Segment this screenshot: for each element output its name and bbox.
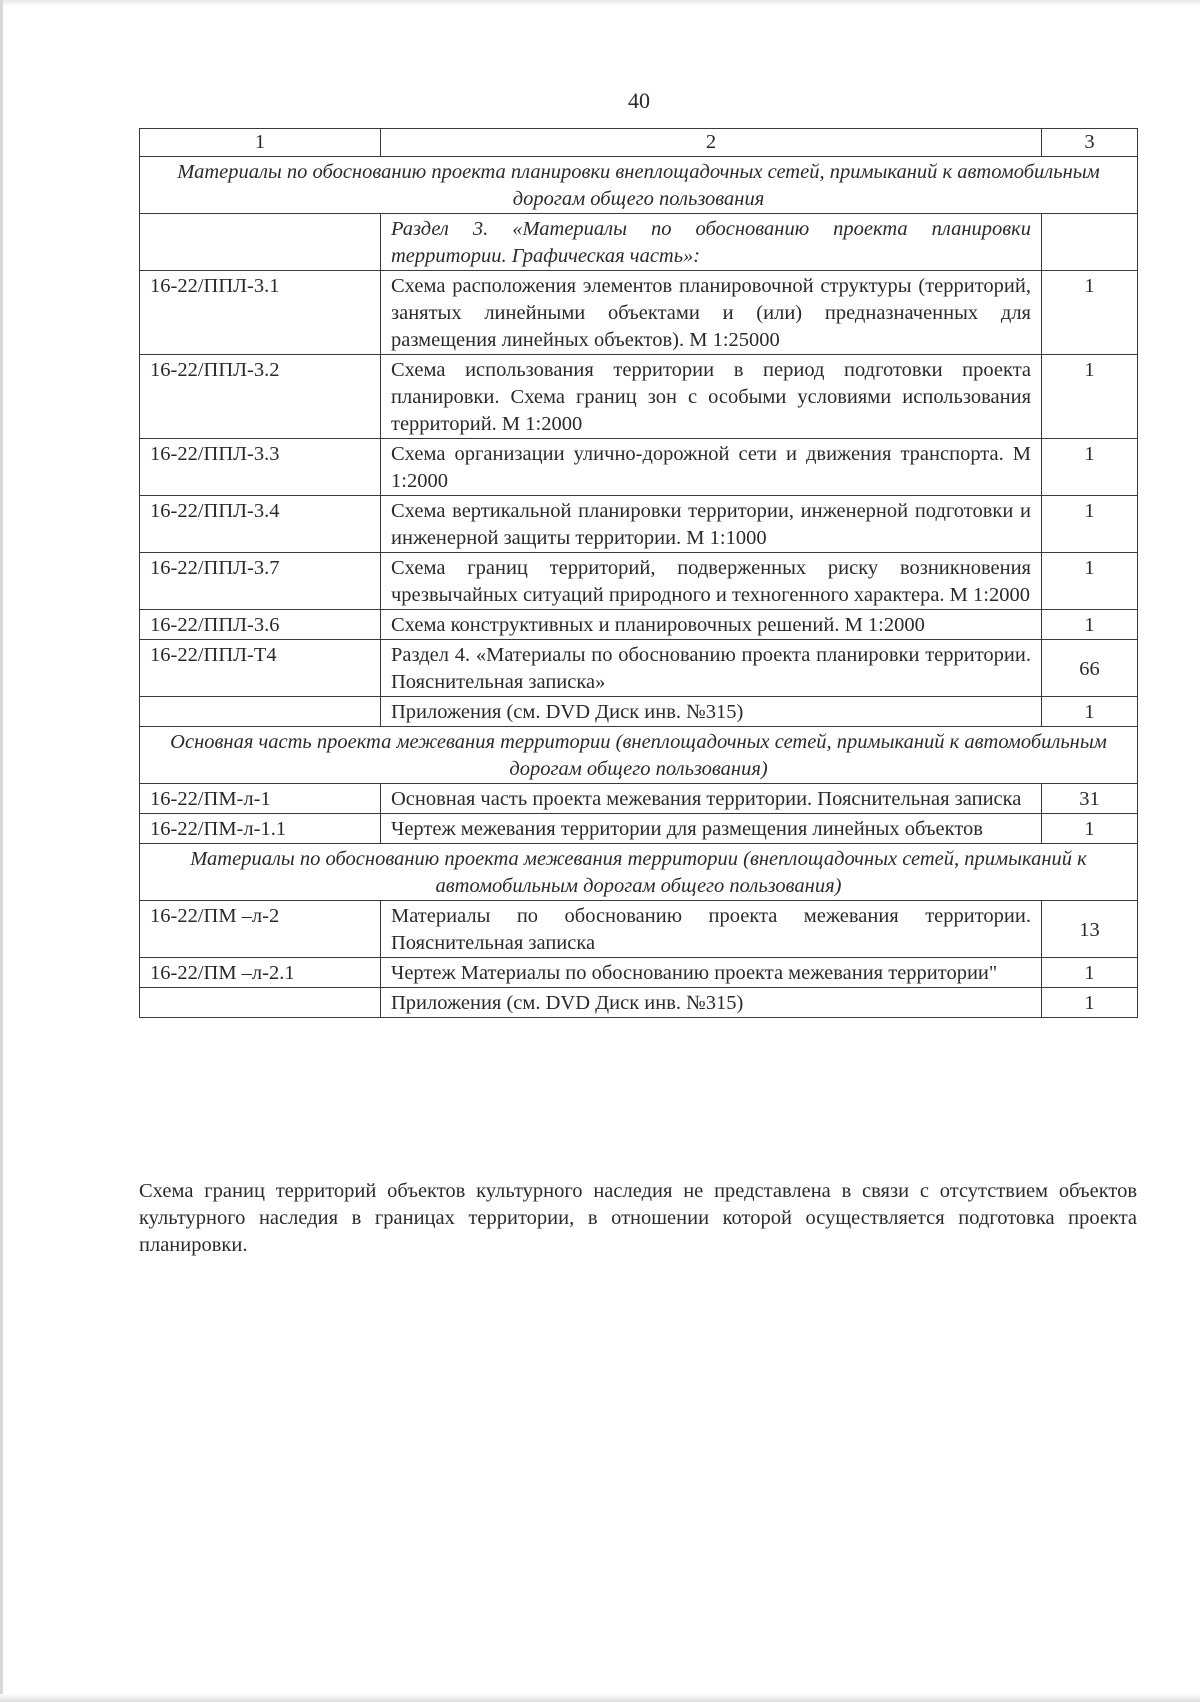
sheet-count: 1: [1042, 355, 1138, 439]
document-description: Схема расположения элементов планировочной структуры (территорий, занятых линейными объектами и (или) предназначенных для размещения линейных объектов). М 1:25000: [381, 271, 1042, 355]
document-description: Приложения (см. DVD Диск инв. №315): [381, 988, 1042, 1018]
column-header: 2: [381, 129, 1042, 157]
document-description: Схема конструктивных и планировочных решений. М 1:2000: [381, 610, 1042, 640]
scan-edge-left: [0, 0, 3, 1702]
document-description: Схема границ территорий, подверженных риску возникновения чрезвычайных ситуаций природного и техногенного характера. М 1:2000: [381, 553, 1042, 610]
document-code: 16-22/ППЛ-3.7: [140, 553, 381, 610]
document-description: Чертеж межевания территории для размещения линейных объектов: [381, 814, 1042, 844]
document-description: Приложения (см. DVD Диск инв. №315): [381, 697, 1042, 727]
table-row: [140, 439, 1138, 496]
table-row: [140, 814, 1138, 844]
document-code: 16-22/ППЛ-Т4: [140, 640, 381, 697]
column-header: 3: [1042, 129, 1138, 157]
table-row: [140, 214, 1138, 271]
document-code: 16-22/ПМ-л-1.1: [140, 814, 381, 844]
sheet-count: 1: [1042, 439, 1138, 496]
table-row: [140, 697, 1138, 727]
section-row: [140, 844, 1138, 901]
sheet-count: 1: [1042, 697, 1138, 727]
document-description: Чертеж Материалы по обоснованию проекта межевания территории": [381, 958, 1042, 988]
document-description: Раздел 4. «Материалы по обоснованию проекта планировки территории. Пояснительная записка»: [381, 640, 1042, 697]
table-row: [140, 610, 1138, 640]
table-row: [140, 784, 1138, 814]
sheet-count: 1: [1042, 271, 1138, 355]
sheet-count: 66: [1042, 640, 1138, 697]
section-title: Основная часть проекта межевания территории (внеплощадочных сетей, примыканий к автомобильным дорогам общего пользования): [140, 727, 1138, 784]
document-code: [140, 988, 381, 1018]
document-code: 16-22/ППЛ-3.6: [140, 610, 381, 640]
document-code: 16-22/ППЛ-3.3: [140, 439, 381, 496]
column-header: 1: [140, 129, 381, 157]
sheet-count: 31: [1042, 784, 1138, 814]
document-code: 16-22/ППЛ-3.1: [140, 271, 381, 355]
document-code: 16-22/ПМ –л-2.1: [140, 958, 381, 988]
sheet-count: [1042, 214, 1138, 271]
section-title: Материалы по обоснованию проекта межевания территории (внеплощадочных сетей, примыканий к автомобильным дорогам общего пользования): [140, 844, 1138, 901]
sheet-count: 1: [1042, 988, 1138, 1018]
document-code: [140, 697, 381, 727]
section-title: Материалы по обоснованию проекта планировки внеплощадочных сетей, примыканий к автомобильным дорогам общего пользования: [140, 157, 1138, 214]
scan-edge-top: [0, 0, 1200, 6]
documents-table: [139, 128, 1138, 1018]
document-code: 16-22/ПМ –л-2: [140, 901, 381, 958]
table-row: [140, 355, 1138, 439]
document-code: 16-22/ППЛ-3.4: [140, 496, 381, 553]
section-row: [140, 727, 1138, 784]
document-description: Схема организации улично-дорожной сети и движения транспорта. М 1:2000: [381, 439, 1042, 496]
page-number: 40: [628, 88, 650, 113]
table-row: [140, 958, 1138, 988]
table-header-row: [140, 129, 1138, 157]
scan-edge-bottom: [0, 1694, 1200, 1702]
document-code: 16-22/ППЛ-3.2: [140, 355, 381, 439]
document-code: [140, 214, 381, 271]
document-code: 16-22/ПМ-л-1: [140, 784, 381, 814]
document-description: Схема вертикальной планировки территории, инженерной подготовки и инженерной защиты территории. М 1:1000: [381, 496, 1042, 553]
table-row: [140, 496, 1138, 553]
table-row: [140, 901, 1138, 958]
sheet-count: 1: [1042, 496, 1138, 553]
sheet-count: 1: [1042, 958, 1138, 988]
sheet-count: 1: [1042, 610, 1138, 640]
sheet-count: 1: [1042, 814, 1138, 844]
document-description: Основная часть проекта межевания территории. Пояснительная записка: [381, 784, 1042, 814]
section-row: [140, 157, 1138, 214]
document-description: Раздел 3. «Материалы по обоснованию проекта планировки территории. Графическая часть»:: [381, 214, 1042, 271]
table-row: [140, 553, 1138, 610]
document-description: Материалы по обоснованию проекта межевания территории. Пояснительная записка: [381, 901, 1042, 958]
footnote: Схема границ территорий объектов культурного наследия не представлена в связи с отсутствием объектов культурного наследия в границах территории, в отношении которой осуществляется подготовка проекта планировки.: [139, 1180, 1137, 1256]
sheet-count: 13: [1042, 901, 1138, 958]
table-row: [140, 640, 1138, 697]
table-row: [140, 988, 1138, 1018]
table-row: [140, 271, 1138, 355]
sheet-count: 1: [1042, 553, 1138, 610]
document-description: Схема использования территории в период подготовки проекта планировки. Схема границ зон с особыми условиями использования территорий. М 1:2000: [381, 355, 1042, 439]
